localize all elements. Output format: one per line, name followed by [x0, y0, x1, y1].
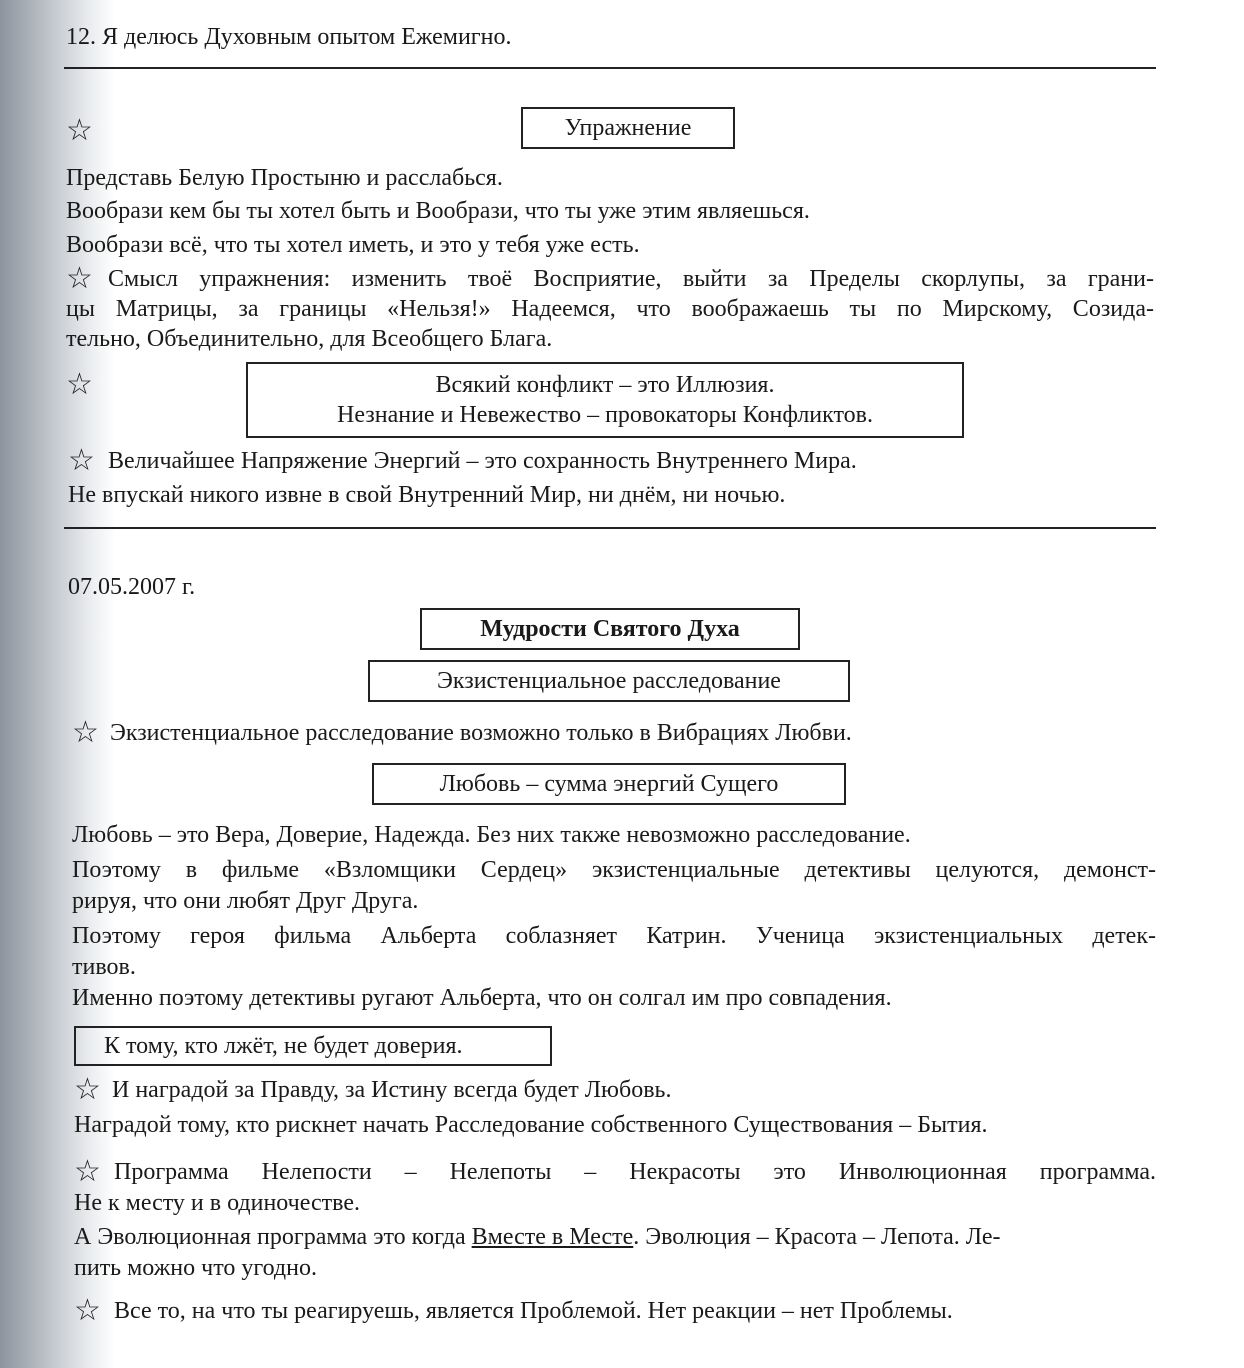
- text-line: Наградой тому, кто рискнет начать Расследование собственного Существования – Бытия.: [74, 1112, 988, 1138]
- star-icon: ☆: [68, 444, 95, 477]
- text-line: [74, 1222, 1001, 1252]
- text-line: рируя, что они любят Друг Друга.: [72, 888, 419, 914]
- meaning-line: Смысл упражнения: изменить твоё Восприятие, выйти за Пределы скорлупы, за грани-: [108, 266, 1154, 292]
- star-icon: ☆: [74, 1073, 101, 1106]
- evolution-text: . Эволюция – Красота – Лепота. Ле-: [633, 1224, 1001, 1250]
- divider: [64, 527, 1156, 529]
- star-icon: ☆: [66, 114, 93, 147]
- text-line: Вообрази кем бы ты хотел быть и Вообрази, что ты уже этим являешься.: [66, 198, 810, 224]
- text-line: Именно поэтому детективы ругают Альберта, что он солгал им про совпадения.: [72, 985, 892, 1011]
- date: 07.05.2007 г.: [68, 574, 196, 600]
- text-line: Не к месту и в одиночестве.: [74, 1190, 360, 1216]
- star-icon: ☆: [66, 262, 93, 295]
- meaning-line: цы Матрицы, за границы «Нельзя!» Надеемся, что воображаешь ты по Мирскому, Созида-: [66, 296, 1154, 322]
- love-label: Любовь – сумма энергий Сущего: [439, 771, 779, 797]
- conflict-box: [246, 362, 964, 438]
- exercise-box: [521, 107, 735, 149]
- exercise-label: Упражнение: [564, 115, 692, 141]
- lie-label: К тому, кто лжёт, не будет доверия.: [104, 1033, 463, 1059]
- title-label: Мудрости Святого Духа: [480, 616, 740, 642]
- text-line: Величайшее Напряжение Энергий – это сохранность Внутреннего Мира.: [108, 448, 857, 474]
- star-icon: ☆: [74, 1155, 101, 1188]
- text-line: Не впускай никого извне в свой Внутренний Мир, ни днём, ни ночью.: [68, 482, 786, 508]
- conflict-line: Незнание и Невежество – провокаторы Конфликтов.: [336, 402, 873, 428]
- title-box: [420, 608, 800, 650]
- star-icon: ☆: [74, 1294, 101, 1327]
- subtitle-label: Экзистенциальное расследование: [437, 668, 781, 694]
- conflict-line: Всякий конфликт – это Иллюзия.: [435, 372, 775, 398]
- evolution-text: А Эволюционная программа это когда: [74, 1224, 472, 1250]
- text-line: тивов.: [72, 954, 136, 980]
- underlined-phrase: Вместе в Месте: [471, 1224, 634, 1250]
- text-line: И наградой за Правду, за Истину всегда будет Любовь.: [112, 1077, 672, 1103]
- lie-box: [74, 1026, 552, 1066]
- text-line: Все то, на что ты реагируешь, является Проблемой. Нет реакции – нет Проблемы.: [114, 1298, 953, 1324]
- text-line: Программа Нелепости – Нелепоты – Некрасоты это Инволюционная программа.: [114, 1159, 1156, 1185]
- love-box: [372, 763, 846, 805]
- text-line: Вообрази всё, что ты хотел иметь, и это у тебя уже есть.: [66, 232, 640, 258]
- meaning-line: тельно, Объединительно, для Всеобщего Блага.: [66, 326, 553, 352]
- subtitle-box: [368, 660, 850, 702]
- text-line: Экзистенциальное расследование возможно только в Вибрациях Любви.: [110, 720, 852, 746]
- text-line: пить можно что угодно.: [74, 1255, 317, 1281]
- star-icon: ☆: [72, 716, 99, 749]
- star-icon: ☆: [66, 368, 93, 401]
- divider: [64, 67, 1156, 69]
- numbered-item: 12. Я делюсь Духовным опытом Ежемигно.: [66, 24, 512, 50]
- text-line: Поэтому в фильме «Взломщики Сердец» экзистенциальные детективы целуются, демонст-: [72, 857, 1156, 883]
- text-line: Поэтому героя фильма Альберта соблазняет Катрин. Ученица экзистенциальных детек-: [72, 923, 1156, 949]
- text-line: Любовь – это Вера, Доверие, Надежда. Без них также невозможно расследование.: [72, 822, 911, 848]
- text-line: Представь Белую Простыню и расслабься.: [66, 165, 503, 191]
